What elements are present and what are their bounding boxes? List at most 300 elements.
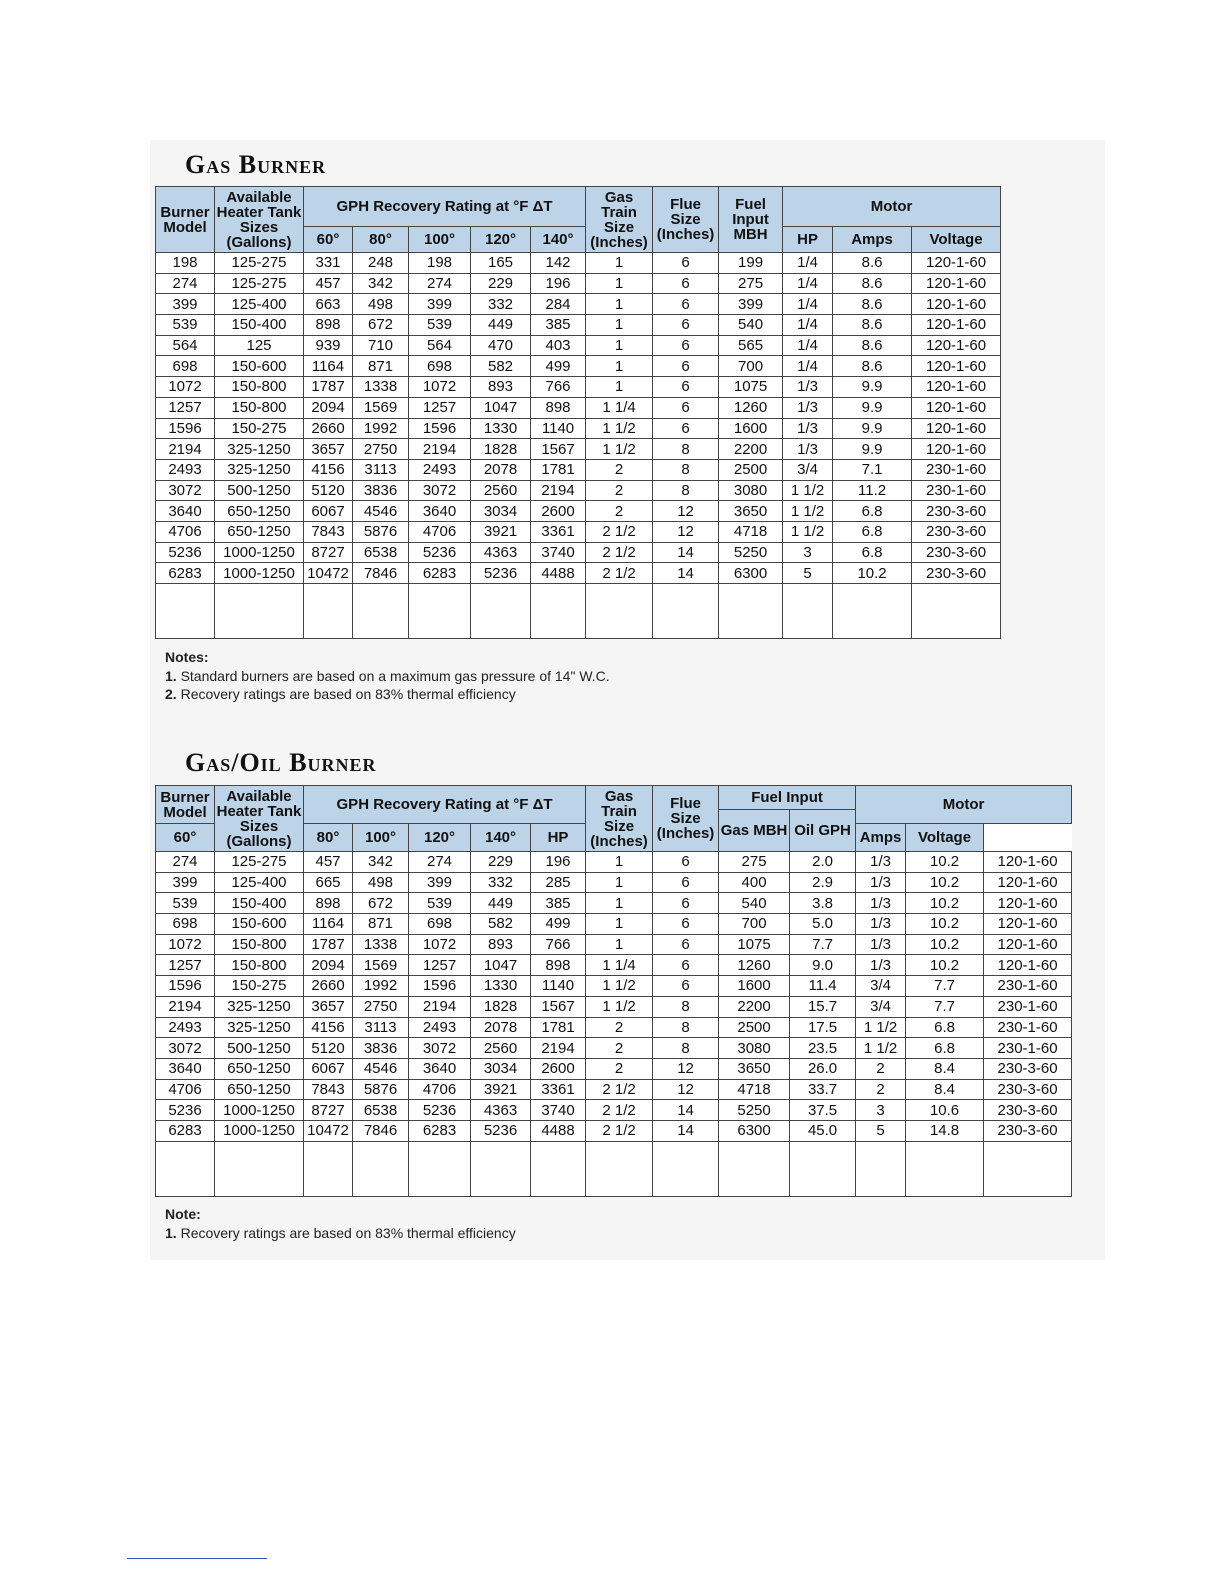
empty-cell (156, 1141, 215, 1196)
table-cell: 2 1/2 (586, 1079, 653, 1100)
table-cell: 2.0 (790, 852, 856, 873)
table-cell: 399 (156, 294, 215, 315)
table-cell: 9.9 (833, 418, 912, 439)
table-cell: 1072 (409, 934, 471, 955)
table-cell: 2 (856, 1079, 906, 1100)
table-cell: 15.7 (790, 996, 856, 1017)
table-cell: 1000-1250 (215, 542, 304, 563)
header-fuel-input: Fuel Input (719, 786, 856, 810)
table-cell: 10472 (304, 563, 353, 584)
table-cell: 564 (409, 335, 471, 356)
table-cell: 150-400 (215, 893, 304, 914)
table-cell: 539 (156, 893, 215, 914)
table-cell: 8.6 (833, 315, 912, 336)
table-cell: 10.2 (906, 914, 984, 935)
table-cell: 10.2 (906, 872, 984, 893)
table-row (156, 1038, 1072, 1059)
table-cell: 5120 (304, 1038, 353, 1059)
header-motor-hp: HP (531, 824, 586, 852)
table-cell: 120-1-60 (912, 439, 1001, 460)
table-cell: 1 1/2 (783, 501, 833, 522)
table-cell: 1257 (409, 955, 471, 976)
table-cell: 4718 (719, 1079, 790, 1100)
table-cell: 9.9 (833, 397, 912, 418)
table-cell: 3640 (156, 1058, 215, 1079)
table-row (156, 356, 1001, 377)
header-oil-gph: Oil GPH (790, 810, 856, 852)
table-cell: 1072 (156, 934, 215, 955)
table-cell: 230-3-60 (912, 501, 1001, 522)
table-cell: 125-275 (215, 273, 304, 294)
table-cell: 2094 (304, 955, 353, 976)
table-cell: 33.7 (790, 1079, 856, 1100)
table-cell: 7.7 (906, 996, 984, 1017)
table-cell: 150-600 (215, 914, 304, 935)
table-cell: 3080 (719, 1038, 790, 1059)
table-cell: 8.4 (906, 1079, 984, 1100)
table-cell: 1600 (719, 976, 790, 997)
table-cell: 2660 (304, 418, 353, 439)
table-cell: 230-3-60 (984, 1079, 1072, 1100)
table-cell: 1330 (471, 418, 531, 439)
table-cell: 2 (586, 1038, 653, 1059)
table-cell: 1 1/2 (783, 480, 833, 501)
header-gph-recovery: GPH Recovery Rating at °F ΔT (304, 187, 586, 227)
table-cell: 4156 (304, 1017, 353, 1038)
empty-cell (304, 584, 353, 639)
table-cell: 37.5 (790, 1100, 856, 1121)
table-cell: 1/3 (783, 418, 833, 439)
table-cell: 150-275 (215, 976, 304, 997)
table-row (156, 542, 1001, 563)
table-cell: 2 1/2 (586, 521, 653, 542)
table-cell: 3650 (719, 501, 783, 522)
table-cell: 3740 (531, 1100, 586, 1121)
table-cell: 6 (653, 976, 719, 997)
table-cell: 5.0 (790, 914, 856, 935)
table-cell: 403 (531, 335, 586, 356)
table-cell: 650-1250 (215, 501, 304, 522)
table-cell: 3740 (531, 542, 586, 563)
table-cell: 6 (653, 418, 719, 439)
table-cell: 1/3 (783, 377, 833, 398)
empty-cell (156, 584, 215, 639)
table-row (156, 439, 1001, 460)
table-cell: 12 (653, 501, 719, 522)
empty-cell (719, 584, 783, 639)
table-cell: 898 (304, 315, 353, 336)
table-cell: 1567 (531, 439, 586, 460)
table-cell: 1164 (304, 914, 353, 935)
table-cell: 7846 (353, 563, 409, 584)
table-cell: 10.6 (906, 1100, 984, 1121)
table-cell: 1257 (156, 397, 215, 418)
table-cell: 45.0 (790, 1120, 856, 1141)
header-gas-train: Gas Train Size (Inches) (586, 786, 653, 852)
table-cell: 4546 (353, 1058, 409, 1079)
table-cell: 1338 (353, 934, 409, 955)
table-row (156, 459, 1001, 480)
table-cell: 2750 (353, 439, 409, 460)
table-cell: 1000-1250 (215, 563, 304, 584)
table-cell: 871 (353, 356, 409, 377)
table-cell: 14 (653, 563, 719, 584)
table-cell: 325-1250 (215, 996, 304, 1017)
table-cell: 1/4 (783, 356, 833, 377)
table-cell: 449 (471, 315, 531, 336)
table-cell: 12 (653, 1079, 719, 1100)
note-item: 2. Recovery ratings are based on 83% thermal efficiency (165, 686, 516, 702)
header-motor: Motor (856, 786, 1072, 824)
table-cell: 4706 (409, 1079, 471, 1100)
table-cell: 399 (719, 294, 783, 315)
table-cell: 6.8 (833, 501, 912, 522)
empty-cell (471, 584, 531, 639)
table-cell: 1596 (156, 418, 215, 439)
table-cell: 698 (409, 914, 471, 935)
gas-oil-burner-notes (165, 1205, 516, 1242)
table-row (156, 1100, 1072, 1121)
table-cell: 331 (304, 253, 353, 274)
table-cell: 6 (653, 315, 719, 336)
table-cell: 230-1-60 (984, 1038, 1072, 1059)
table-cell: 400 (719, 872, 790, 893)
empty-cell (586, 584, 653, 639)
table-cell: 1 1/2 (586, 976, 653, 997)
table-cell: 1/3 (856, 934, 906, 955)
table-cell: 1 (586, 934, 653, 955)
table-cell: 285 (531, 872, 586, 893)
empty-cell (783, 584, 833, 639)
table-cell: 3034 (471, 1058, 531, 1079)
table-cell: 2493 (156, 1017, 215, 1038)
empty-cell (719, 1141, 790, 1196)
header-burner-model: Burner Model (156, 187, 215, 253)
empty-cell (409, 584, 471, 639)
table-cell: 3640 (156, 501, 215, 522)
table-cell: 4546 (353, 501, 409, 522)
table-cell: 1075 (719, 934, 790, 955)
header-flue-size: Flue Size (Inches) (653, 786, 719, 852)
table-cell: 6 (653, 893, 719, 914)
header-fuel-input: Fuel Input MBH (719, 187, 783, 253)
header-gas-train: Gas Train Size (Inches) (586, 187, 653, 253)
table-cell: 120-1-60 (912, 294, 1001, 315)
table-cell: 6300 (719, 1120, 790, 1141)
note-item: 1. Standard burners are based on a maximum gas pressure of 14" W.C. (165, 667, 610, 684)
table-cell: 1/3 (856, 852, 906, 873)
table-cell: 3072 (156, 1038, 215, 1059)
table-cell: 1260 (719, 955, 790, 976)
empty-cell (353, 584, 409, 639)
table-cell: 2194 (156, 439, 215, 460)
gas-burner-title: Gas Burner (185, 150, 327, 179)
note-item: 1. Recovery ratings are based on 83% thermal efficiency (165, 1224, 516, 1241)
table-cell: 5250 (719, 542, 783, 563)
table-cell: 2200 (719, 439, 783, 460)
notes-heading: Notes: (165, 649, 209, 665)
table-cell: 1338 (353, 377, 409, 398)
table-cell: 3657 (304, 996, 353, 1017)
table-cell: 2194 (409, 439, 471, 460)
table-cell: 230-3-60 (912, 542, 1001, 563)
table-cell: 582 (471, 356, 531, 377)
gas-burner-table (155, 186, 1001, 639)
table-cell: 230-3-60 (984, 1100, 1072, 1121)
table-cell: 3072 (156, 480, 215, 501)
table-cell: 3836 (353, 1038, 409, 1059)
table-cell: 4363 (471, 542, 531, 563)
table-cell: 1569 (353, 397, 409, 418)
table-cell: 150-800 (215, 397, 304, 418)
table-cell: 10.2 (906, 852, 984, 873)
table-cell: 23.5 (790, 1038, 856, 1059)
table-cell: 7.7 (790, 934, 856, 955)
table-cell: 6283 (156, 1120, 215, 1141)
table-cell: 6 (653, 335, 719, 356)
table-cell: 1/3 (856, 955, 906, 976)
table-cell: 142 (531, 253, 586, 274)
table-cell: 120-1-60 (912, 253, 1001, 274)
table-cell: 3361 (531, 1079, 586, 1100)
table-cell: 150-800 (215, 934, 304, 955)
table-cell: 6 (653, 934, 719, 955)
table-cell: 1/4 (783, 253, 833, 274)
table-cell: 199 (719, 253, 783, 274)
table-cell: 1596 (409, 418, 471, 439)
table-cell: 3650 (719, 1058, 790, 1079)
table-cell: 1/4 (783, 335, 833, 356)
table-cell: 8727 (304, 542, 353, 563)
table-cell: 470 (471, 335, 531, 356)
table-cell: 150-275 (215, 418, 304, 439)
header-60-deg: 60° (304, 227, 353, 253)
table-cell: 8.6 (833, 335, 912, 356)
table-cell: 663 (304, 294, 353, 315)
table-cell: 8 (653, 1038, 719, 1059)
table-cell: 1/3 (783, 439, 833, 460)
table-cell: 1260 (719, 397, 783, 418)
table-cell: 120-1-60 (984, 934, 1072, 955)
table-cell: 1569 (353, 955, 409, 976)
table-cell: 2 1/2 (586, 563, 653, 584)
table-cell: 332 (471, 294, 531, 315)
table-cell: 710 (353, 335, 409, 356)
table-cell: 125 (215, 335, 304, 356)
table-cell: 8.4 (906, 1058, 984, 1079)
table-cell: 672 (353, 893, 409, 914)
header-motor-voltage: Voltage (906, 824, 984, 852)
table-cell: 14 (653, 1100, 719, 1121)
table-cell: 1/4 (783, 273, 833, 294)
table-cell: 1 1/2 (586, 439, 653, 460)
table-cell: 2 (586, 1058, 653, 1079)
table-cell: 698 (156, 914, 215, 935)
table-cell: 7.7 (906, 976, 984, 997)
table-cell: 229 (471, 273, 531, 294)
table-cell: 2 (586, 501, 653, 522)
table-cell: 274 (156, 273, 215, 294)
table-cell: 150-800 (215, 377, 304, 398)
table-cell: 6 (653, 397, 719, 418)
table-cell: 499 (531, 356, 586, 377)
table-row (156, 872, 1072, 893)
table-row (156, 335, 1001, 356)
table-cell: 125-275 (215, 253, 304, 274)
table-cell: 4363 (471, 1100, 531, 1121)
table-cell: 2500 (719, 1017, 790, 1038)
header-120-deg: 120° (409, 824, 471, 852)
table-cell: 17.5 (790, 1017, 856, 1038)
table-cell: 1 1/2 (586, 996, 653, 1017)
table-cell: 385 (531, 893, 586, 914)
table-cell: 6538 (353, 1100, 409, 1121)
table-row (156, 397, 1001, 418)
table-cell: 2493 (409, 1017, 471, 1038)
table-cell: 11.2 (833, 480, 912, 501)
table-cell: 1072 (409, 377, 471, 398)
table-cell: 1164 (304, 356, 353, 377)
table-cell: 1 (586, 335, 653, 356)
table-cell: 6 (653, 294, 719, 315)
table-cell: 1787 (304, 934, 353, 955)
table-cell: 650-1250 (215, 1079, 304, 1100)
table-cell: 8727 (304, 1100, 353, 1121)
table-cell: 1047 (471, 397, 531, 418)
table-cell: 2094 (304, 397, 353, 418)
table-cell: 1596 (409, 976, 471, 997)
table-cell: 325-1250 (215, 439, 304, 460)
empty-cell (304, 1141, 353, 1196)
table-cell: 6067 (304, 501, 353, 522)
table-cell: 4706 (156, 521, 215, 542)
table-row (156, 976, 1072, 997)
table-cell: 4156 (304, 459, 353, 480)
table-cell: 275 (719, 273, 783, 294)
notes-heading: Note: (165, 1206, 201, 1222)
table-cell: 766 (531, 934, 586, 955)
table-cell: 498 (353, 294, 409, 315)
table-cell: 7843 (304, 521, 353, 542)
table-cell: 1/4 (783, 294, 833, 315)
table-cell: 10472 (304, 1120, 353, 1141)
table-cell: 198 (409, 253, 471, 274)
table-row (156, 996, 1072, 1017)
table-cell: 540 (719, 893, 790, 914)
footer-rule (127, 1558, 267, 1559)
table-cell: 3072 (409, 1038, 471, 1059)
table-cell: 6283 (156, 563, 215, 584)
table-cell: 1992 (353, 418, 409, 439)
table-cell: 12 (653, 521, 719, 542)
table-cell: 1787 (304, 377, 353, 398)
header-120-deg: 120° (471, 227, 531, 253)
header-tank-sizes: Available Heater Tank Sizes (Gallons) (215, 187, 304, 253)
table-cell: 5236 (409, 542, 471, 563)
empty-cell (215, 1141, 304, 1196)
header-80-deg: 80° (304, 824, 353, 852)
table-row (156, 852, 1072, 873)
table-cell: 120-1-60 (912, 315, 1001, 336)
table-cell: 2500 (719, 459, 783, 480)
table-cell: 5236 (156, 542, 215, 563)
table-cell: 3836 (353, 480, 409, 501)
table-cell: 700 (719, 914, 790, 935)
table-cell: 1 1/2 (856, 1017, 906, 1038)
table-cell: 9.0 (790, 955, 856, 976)
table-cell: 1 (586, 377, 653, 398)
table-cell: 1781 (531, 1017, 586, 1038)
header-100-deg: 100° (353, 824, 409, 852)
table-cell: 120-1-60 (912, 418, 1001, 439)
table-row (156, 315, 1001, 336)
table-cell: 2 (856, 1058, 906, 1079)
table-cell: 650-1250 (215, 521, 304, 542)
table-cell: 4706 (409, 521, 471, 542)
header-motor: Motor (783, 187, 1001, 227)
table-cell: 6 (653, 253, 719, 274)
table-cell: 6 (653, 872, 719, 893)
table-cell: 1140 (531, 418, 586, 439)
table-cell: 120-1-60 (984, 893, 1072, 914)
table-cell: 5236 (471, 1120, 531, 1141)
table-cell: 332 (471, 872, 531, 893)
header-140-deg: 140° (471, 824, 531, 852)
table-cell: 230-3-60 (912, 521, 1001, 542)
table-cell: 150-800 (215, 955, 304, 976)
table-cell: 700 (719, 356, 783, 377)
table-row (156, 418, 1001, 439)
table-cell: 14.8 (906, 1120, 984, 1141)
table-cell: 1 (586, 914, 653, 935)
table-cell: 1828 (471, 439, 531, 460)
table-cell: 5 (783, 563, 833, 584)
table-row (156, 294, 1001, 315)
table-cell: 3921 (471, 1079, 531, 1100)
table-cell: 7.1 (833, 459, 912, 480)
table-cell: 26.0 (790, 1058, 856, 1079)
table-cell: 1/3 (856, 872, 906, 893)
table-cell: 150-600 (215, 356, 304, 377)
table-cell: 2560 (471, 1038, 531, 1059)
table-cell: 120-1-60 (912, 335, 1001, 356)
table-cell: 230-1-60 (984, 996, 1072, 1017)
table-cell: 2078 (471, 1017, 531, 1038)
gas-burner-notes (165, 648, 610, 704)
table-cell: 1600 (719, 418, 783, 439)
table-cell: 274 (156, 852, 215, 873)
table-cell: 1000-1250 (215, 1100, 304, 1121)
table-cell: 650-1250 (215, 1058, 304, 1079)
table-cell: 1072 (156, 377, 215, 398)
table-cell: 5 (856, 1120, 906, 1141)
header-140-deg: 140° (531, 227, 586, 253)
header-gph-recovery: GPH Recovery Rating at °F ΔT (304, 786, 586, 824)
table-cell: 6.8 (906, 1017, 984, 1038)
table-cell: 1781 (531, 459, 586, 480)
header-tank-sizes: Available Heater Tank Sizes (Gallons) (215, 786, 304, 852)
table-cell: 120-1-60 (912, 273, 1001, 294)
empty-cell (790, 1141, 856, 1196)
table-cell: 1 (586, 356, 653, 377)
table-cell: 499 (531, 914, 586, 935)
table-cell: 248 (353, 253, 409, 274)
table-cell: 1596 (156, 976, 215, 997)
table-cell: 1567 (531, 996, 586, 1017)
table-cell: 500-1250 (215, 1038, 304, 1059)
table-cell: 539 (156, 315, 215, 336)
table-cell: 898 (531, 955, 586, 976)
